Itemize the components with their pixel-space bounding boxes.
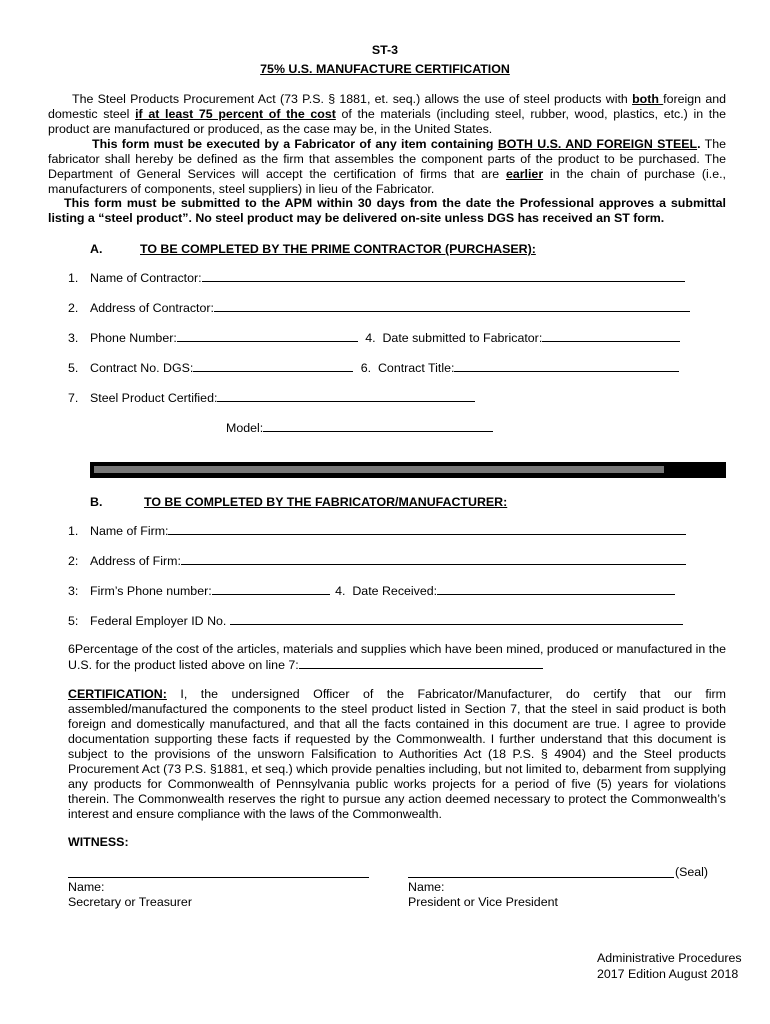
intro-paragraph [48, 92, 726, 137]
footer-line-1: Administrative Procedures [597, 951, 742, 965]
right-name-label: Name: [408, 880, 445, 894]
date-received-field[interactable] [437, 583, 675, 595]
submission-paragraph: This form must be submitted to the APM within 30 days from the date the Professional approves a submittal listing a “steel product”. No steel product may be delivered on-site unless DGS has received an ST form. [48, 196, 726, 225]
footer-line-2: 2017 Edition August 2018 [597, 967, 739, 981]
contractor-address-row [68, 300, 690, 316]
firm-address-row [68, 553, 686, 569]
employer-id-row [68, 613, 683, 629]
steel-product-label: Steel Product Certified: [90, 391, 218, 405]
firm-name-field[interactable] [168, 523, 686, 535]
phone-label: Phone Number: [90, 331, 177, 345]
item-number: 5: [68, 614, 79, 628]
contractor-name-row [68, 270, 685, 286]
seal-label: (Seal) [675, 865, 709, 879]
certification-label: CERTIFICATION: [68, 687, 167, 701]
firm-phone-row [68, 583, 675, 599]
steel-product-field[interactable] [217, 390, 475, 402]
fabricator-text-b: . [697, 137, 701, 151]
employer-id-label: Federal Employer ID No. [90, 614, 227, 628]
intro-text-c: of the materials (including steel, rubber, wood, plastics, etc.) in the product are manufactured or produced, as the case may be, in the United States. [48, 107, 727, 136]
witness-signature-line[interactable] [68, 877, 369, 878]
firm-phone-label: Firm’s Phone number: [90, 584, 212, 598]
fabricator-text-d: in the chain of purchase (i.e., manufacturers of components, steel suppliers) in lieu of the Fabricator. [48, 167, 726, 196]
section-divider [90, 462, 726, 478]
section-a-letter: A. [90, 242, 103, 256]
item-number: 7. [68, 391, 79, 405]
intro-both: both [632, 92, 664, 106]
intro-text-a: The Steel Products Procurement Act (73 P.S. § 1881, et. seq.) allows the use of steel products with [72, 92, 633, 106]
contractor-name-field[interactable] [202, 270, 685, 282]
section-b-letter: B. [90, 495, 103, 509]
section-a-heading: TO BE COMPLETED BY THE PRIME CONTRACTOR (PURCHASER): [140, 242, 536, 256]
item-number: 3. [68, 331, 79, 345]
firm-address-label: Address of Firm: [90, 554, 181, 568]
date-received-label: Date Received: [352, 584, 438, 598]
phone-field[interactable] [177, 330, 358, 342]
left-name-label: Name: [68, 880, 105, 894]
item-number: 1. [68, 271, 79, 285]
percentage-label: 6Percentage of the cost of the articles, materials and supplies which have been mined, produced or manufactured in the U.S. for the product listed above on line 7: [68, 642, 726, 672]
model-field[interactable] [263, 420, 493, 432]
contractor-name-label: Name of Contractor: [90, 271, 202, 285]
fabricator-paragraph [48, 137, 726, 197]
model-label: Model: [226, 421, 264, 435]
firm-phone-field[interactable] [212, 583, 330, 595]
item-number: 4. [365, 331, 376, 345]
steel-product-row [68, 390, 475, 406]
contract-title-label: Contract Title: [377, 361, 455, 375]
form-title: 75% U.S. MANUFACTURE CERTIFICATION [260, 62, 510, 76]
percentage-field[interactable] [299, 657, 543, 669]
item-number: 3: [68, 584, 79, 598]
item-number: 4. [335, 584, 346, 598]
contract-title-field[interactable] [454, 360, 679, 372]
firm-address-field[interactable] [181, 553, 686, 565]
item-number: 6. [360, 361, 372, 375]
fabricator-earlier: earlier [505, 167, 544, 181]
date-submitted-field[interactable] [542, 330, 680, 342]
phone-date-row [68, 330, 680, 346]
employer-id-field[interactable] [230, 613, 683, 625]
firm-name-label: Name of Firm: [90, 524, 169, 538]
firm-name-row [68, 523, 686, 539]
date-submitted-label: Date submitted to Fabricator: [382, 331, 543, 345]
item-number: 2: [68, 554, 79, 568]
witness-label: WITNESS: [68, 835, 129, 849]
officer-signature-line[interactable] [408, 877, 674, 878]
percentage-paragraph [68, 642, 726, 673]
item-number: 5. [68, 361, 79, 375]
right-title-label: President or Vice President [408, 895, 558, 909]
model-row [226, 420, 493, 436]
fabricator-text-c: The fabricator shall hereby be defined as the firm that assembles the component parts of the product to be purchased. The Department of General Services will accept the certification of firms that are [48, 137, 727, 181]
contract-row [68, 360, 679, 376]
fabricator-text-a: This form must be executed by a Fabricator of any item containing [92, 137, 498, 151]
contract-no-label: Contract No. DGS: [90, 361, 194, 375]
certification-paragraph [68, 687, 726, 822]
left-title-label: Secretary or Treasurer [68, 895, 192, 909]
item-number: 1. [68, 524, 79, 538]
certification-text: I, the undersigned Officer of the Fabricator/Manufacturer, do certify that our firm assembled/manufactured the components to the steel product listed in Section 7, that the steel in said product is both foreign and domestically manufactured, and that all the facts contained in this document are true. I agree to provide documentation supporting these facts if requested by the Commonwealth. I further understand that this document is subject to the provisions of the unsworn Falsification to Authorities Act (18 P.S. § 4904) and the Steel products Procurement Act (73 P.S. §1881, et seq.) which provide penalties including, but not limited to, debarment from supplying any products for Commonwealth of Pennsylvania public works projects for a period of five (5) years for violations therein. The Commonwealth reserves the right to pursue any action deemed necessary to protect the Commonwealth’s interest and ensure compliance with the laws of the Commonwealth. [68, 687, 726, 821]
contractor-address-label: Address of Contractor: [90, 301, 214, 315]
form-code: ST-3 [371, 43, 399, 57]
fabricator-steel: BOTH U.S. AND FOREIGN STEEL [497, 137, 698, 151]
intro-text-b: foreign and domestic steel [48, 92, 726, 121]
intro-cost: if at least 75 percent of the cost [135, 107, 336, 121]
item-number: 2. [68, 301, 79, 315]
section-b-heading: TO BE COMPLETED BY THE FABRICATOR/MANUFACTURER: [144, 495, 508, 509]
contract-no-field[interactable] [193, 360, 353, 372]
contractor-address-field[interactable] [214, 300, 690, 312]
